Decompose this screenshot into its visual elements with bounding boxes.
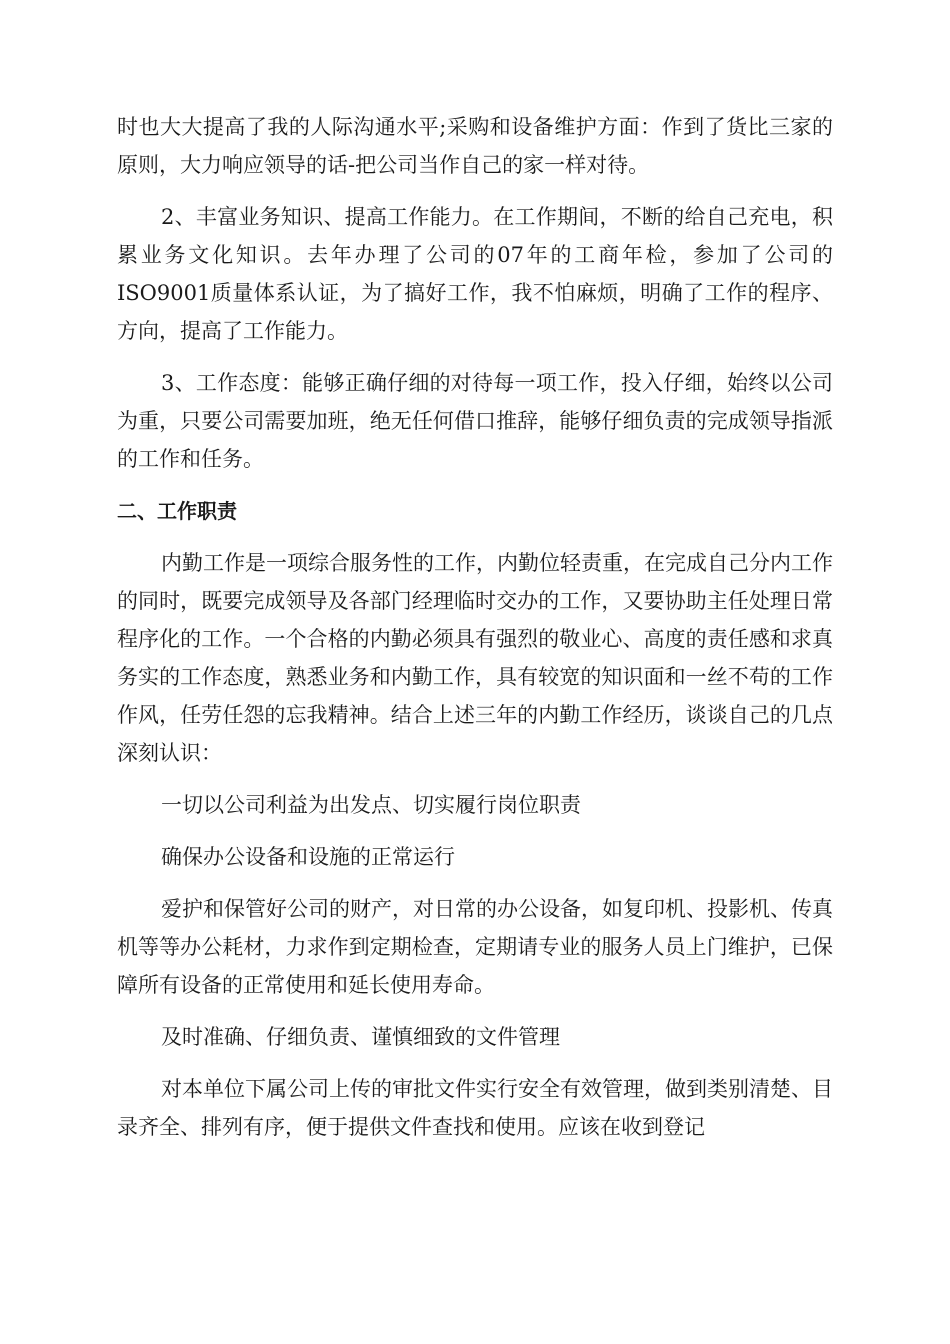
section-heading-duties: 二、工作职责 bbox=[117, 499, 237, 523]
paragraph-document-management: 对本单位下属公司上传的审批文件实行安全有效管理，做到类别清楚、目录齐全、排列有序，便于提供文件查找和使用。应该在收到登记 bbox=[117, 1077, 833, 1139]
subheading-document-management: 及时准确、仔细负责、谨慎细致的文件管理 bbox=[161, 1025, 560, 1049]
subheading-office-equipment: 确保办公设备和设施的正常运行 bbox=[161, 845, 455, 869]
paragraph-equipment-care: 爱护和保管好公司的财产，对日常的办公设备，如复印机、投影机、传真机等等办公耗材，力求作到定期检查，定期请专业的服务人员上门维护，已保障所有设备的正常使用和延长使用寿命。 bbox=[117, 897, 833, 997]
paragraph-communication: 时也大大提高了我的人际沟通水平;采购和设备维护方面：作到了货比三家的原则，大力响应领导的话-把公司当作自己的家一样对待。 bbox=[117, 115, 833, 177]
document-page bbox=[117, 108, 833, 1160]
paragraph-work-attitude: 3、工作态度：能够正确仔细的对待每一项工作，投入仔细，始终以公司为重，只要公司需要加班，绝无任何借口推辞，能够仔细负责的完成领导指派的工作和任务。 bbox=[117, 371, 833, 471]
paragraph-business-knowledge: 2、丰富业务知识、提高工作能力。在工作期间，不断的给自己充电，积累业务文化知识。去年办理了公司的07年的工商年检，参加了公司的ISO9001质量体系认证，为了搞好工作，我不怕麻烦，明确了工作的程序、方向，提高了工作能力。 bbox=[117, 205, 833, 343]
subheading-company-interest: 一切以公司利益为出发点、切实履行岗位职责 bbox=[161, 793, 581, 817]
paragraph-duties-intro: 内勤工作是一项综合服务性的工作，内勤位轻责重，在完成自己分内工作的同时，既要完成领导及各部门经理临时交办的工作，又要协助主任处理日常程序化的工作。一个合格的内勤必须具有强烈的敬业心、高度的责任感和求真务实的工作态度，熟悉业务和内勤工作，具有较宽的知识面和一丝不苟的工作作风，任劳任怨的忘我精神。结合上述三年的内勤工作经历，谈谈自己的几点深刻认识： bbox=[117, 551, 833, 765]
